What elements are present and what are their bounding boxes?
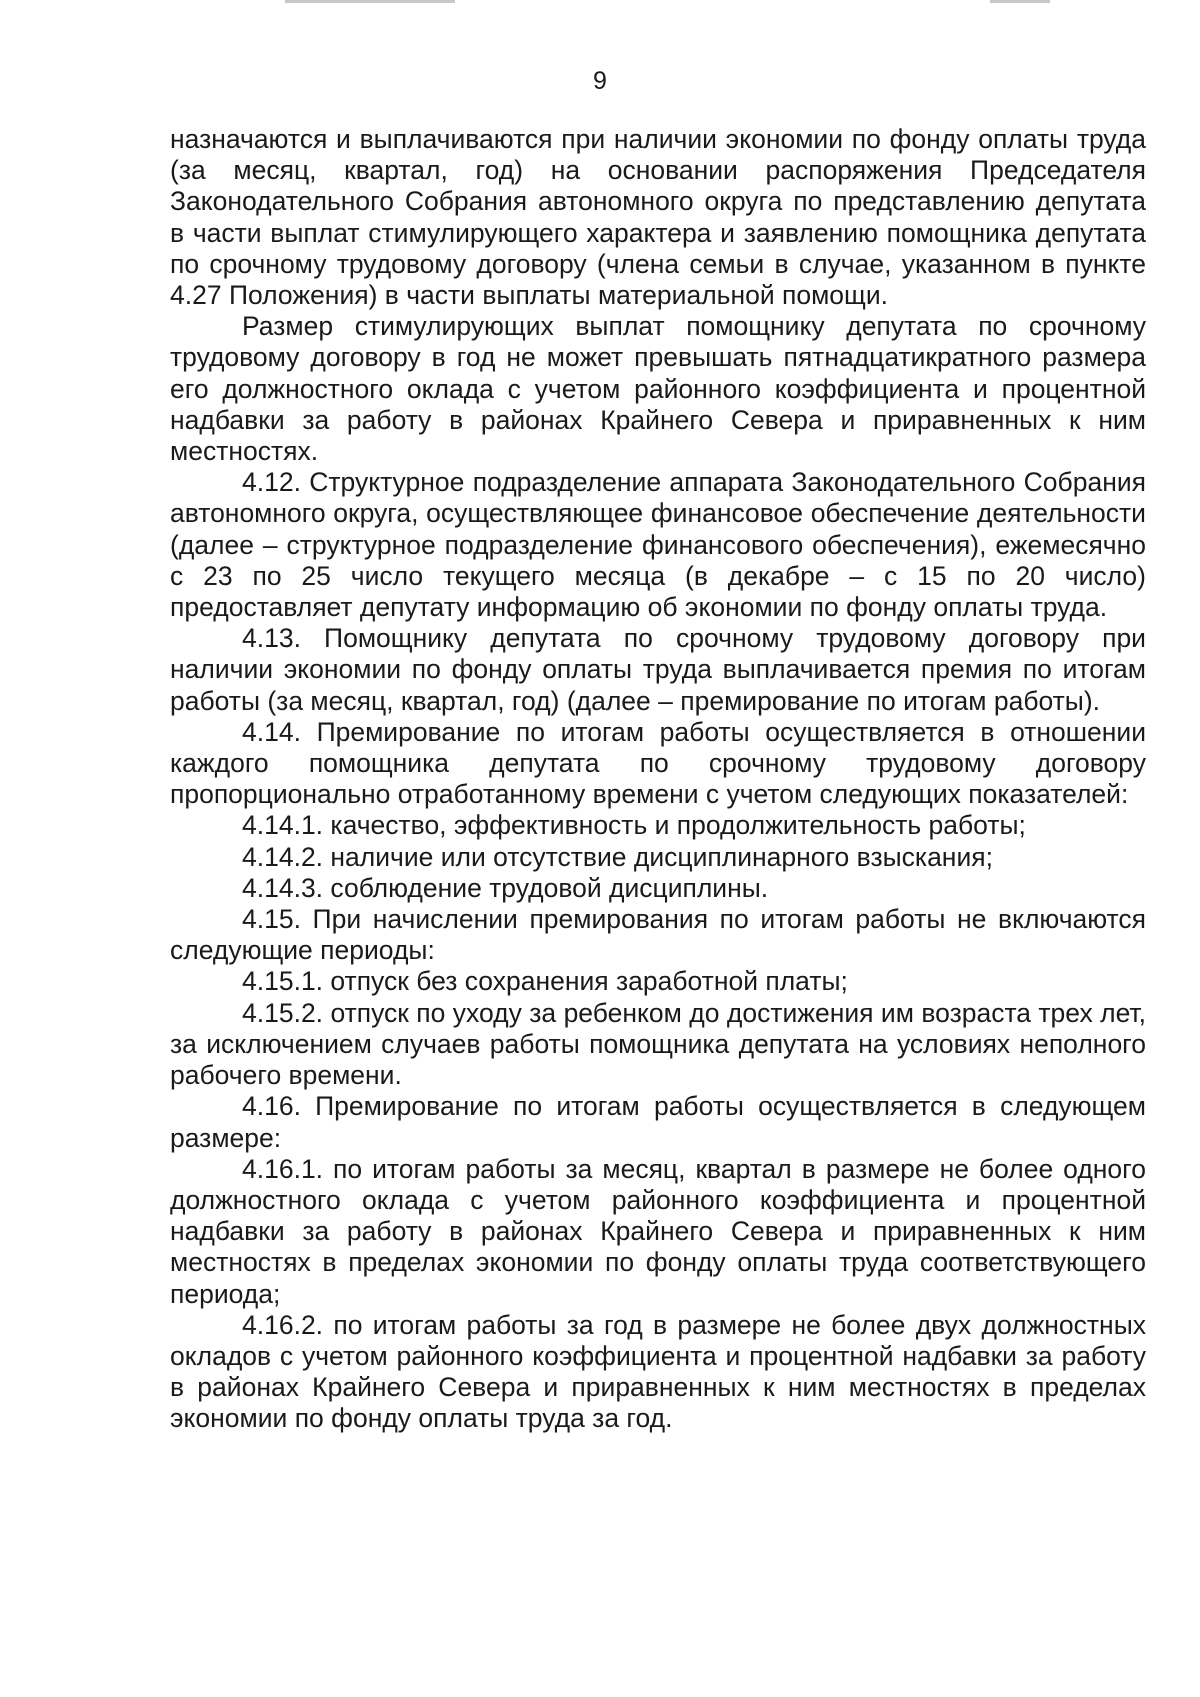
paragraph-4-13: 4.13. Помощнику депутата по срочному трудовому договору при наличии экономии по фонду оплаты труда выплачивается премия по итогам работы (за месяц, квартал, год) (далее – премирование по итогам работы). <box>170 623 1146 716</box>
paragraph-4-15-1: 4.15.1. отпуск без сохранения заработной платы; <box>242 966 848 997</box>
paragraph-4-14-3: 4.14.3. соблюдение трудовой дисциплины. <box>242 872 769 903</box>
page-number: 9 <box>593 67 607 95</box>
paragraph-stimulating-payments-limit: Размер стимулирующих выплат помощнику депутата по срочному трудовому договору в год не может превышать пятнадцатикратного размера его должностного оклада с учетом районного коэффициента и процентной надбавки за работу в районах Крайнего Севера и приравненных к ним местностях. <box>170 311 1146 467</box>
paragraph-4-15: 4.15. При начислении премирования по итогам работы не включаются следующие периоды: <box>170 904 1146 966</box>
paragraph-4-16-2: 4.16.2. по итогам работы за год в размере не более двух должностных окладов с учетом районного коэффициента и процентной надбавки за работу в районах Крайнего Севера и приравненных к ним местностях в пределах экономии по фонду оплаты труда за год. <box>170 1309 1146 1434</box>
paragraph-continuation: назначаются и выплачиваются при наличии экономии по фонду оплаты труда (за месяц, квартал, год) на основании распоряжения Председателя Законодательного Собрания автономного округа по представлению депутата в части выплат стимулирующего характера и заявлению помощника депутата по срочному трудовому договору (члена семьи в случае, указанном в пункте 4.27 Положения) в части выплаты материальной помощи. <box>170 124 1146 311</box>
scan-artifact <box>285 0 455 3</box>
paragraph-4-12: 4.12. Структурное подразделение аппарата Законодательного Собрания автономного округа, осуществляющее финансовое обеспечение деятельности (далее – структурное подразделение финансового обеспечения), ежемесячно с 23 по 25 число текущего месяца (в декабре – с 15 по 20 число) предоставляет депутату информацию об экономии по фонду оплаты труда. <box>170 467 1146 623</box>
paragraph-4-14-1: 4.14.1. качество, эффективность и продолжительность работы; <box>242 810 1026 841</box>
scan-artifact <box>990 0 1050 3</box>
paragraph-4-14-2: 4.14.2. наличие или отсутствие дисциплинарного взыскания; <box>242 841 993 872</box>
document-body <box>170 124 1146 1435</box>
paragraph-4-15-2: 4.15.2. отпуск по уходу за ребенком до достижения им возраста трех лет, за исключением случаев работы помощника депутата на условиях неполного рабочего времени. <box>170 997 1146 1091</box>
paragraph-4-16: 4.16. Премирование по итогам работы осуществляется в следующем размере: <box>170 1091 1146 1153</box>
paragraph-4-14: 4.14. Премирование по итогам работы осуществляется в отношении каждого помощника депутата по срочному трудовому договору пропорционально отработанному времени с учетом следующих показателей: <box>170 716 1146 810</box>
paragraph-4-16-1: 4.16.1. по итогам работы за месяц, квартал в размере не более одного должностного оклада с учетом районного коэффициента и процентной надбавки за работу в районах Крайнего Севера и приравненных к ним местностях в пределах экономии по фонду оплаты труда соответствующего периода; <box>170 1153 1146 1309</box>
